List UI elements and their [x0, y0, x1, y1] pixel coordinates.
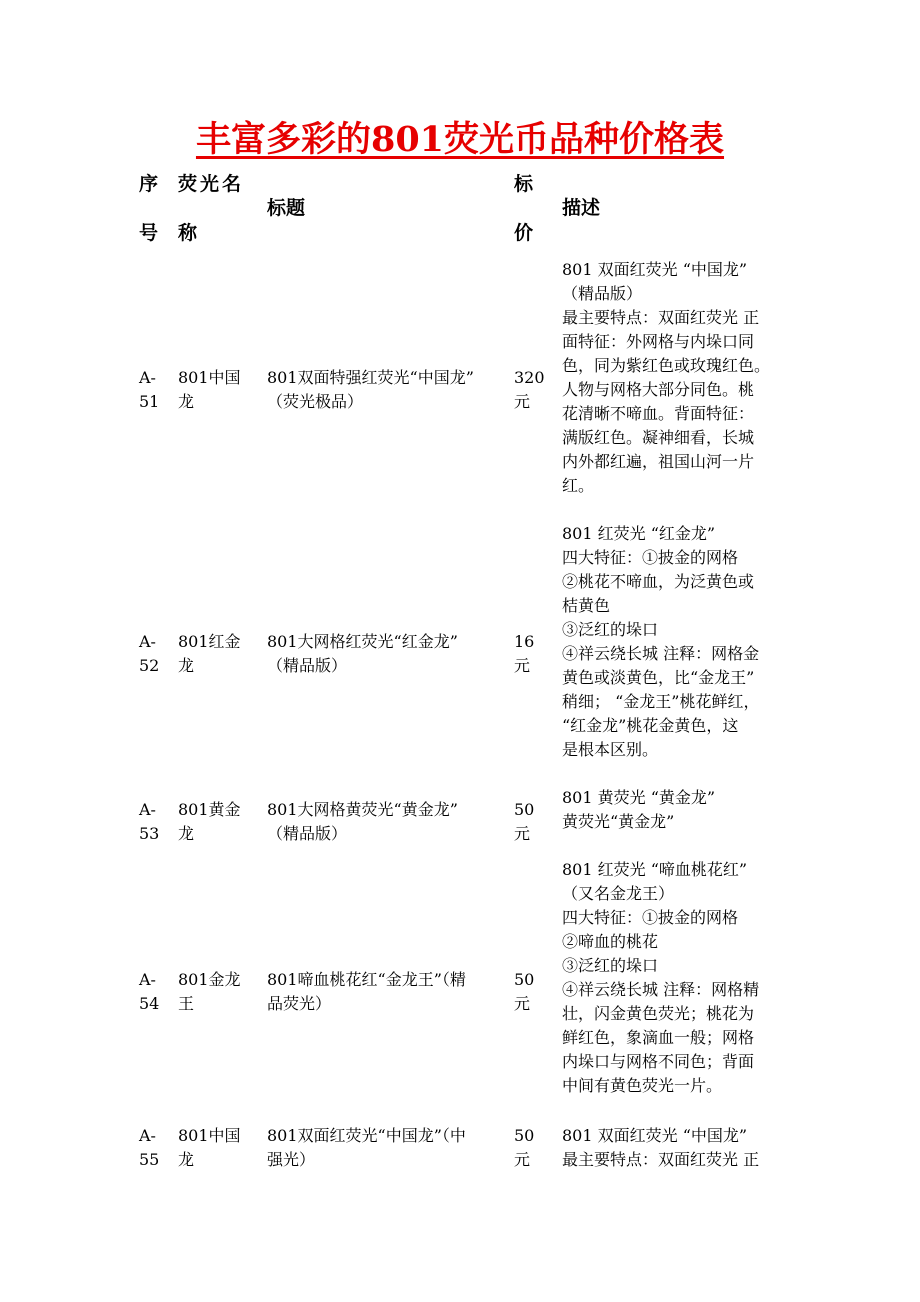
- row-title: 801双面红荧光“中国龙”（中 强光）: [267, 1126, 466, 1169]
- row-desc: 801 黄荧光 “黄金龙” 黄荧光“黄金龙”: [562, 788, 716, 831]
- row-name: 801中国 龙: [178, 368, 241, 411]
- row-desc: 801 双面红荧光 “中国龙” （精品版） 最主要特点：双面红荧光 正 面特征：外网格与内垛口同 色，同为紫红色或玫瑰红色。 人物与网格大部分同色。桃 花清晰不啼血。背面特征： 满版红色。凝神细看，长城 内外都红遍，祖国山河一片 红。: [562, 260, 771, 495]
- row-price: 16 元: [514, 632, 535, 675]
- row-seq: A- 55: [139, 1126, 160, 1169]
- row-name: 801红金 龙: [178, 632, 241, 675]
- row-name: 801中国 龙: [178, 1126, 241, 1169]
- row-desc: 801 红荧光 “啼血桃花红” （又名金龙王） 四大特征：①披金的网格 ②啼血的桃花 ③泛红的垛口 ④祥云绕长城 注释：网格精 壮，闪金黄色荧光；桃花为 鲜红色，象滴血一般；网格 内垛口与网格不同色；背面 中间有黄色荧光一片。: [562, 860, 760, 1095]
- row-seq: A- 52: [139, 632, 160, 675]
- header-seq-2: 号: [139, 222, 159, 244]
- row-price: 320 元: [514, 368, 545, 411]
- header-title: 标题: [267, 197, 306, 219]
- row-price: 50 元: [514, 1126, 535, 1169]
- row-seq: A- 51: [139, 368, 160, 411]
- row-title: 801啼血桃花红“金龙王”（精 品荧光）: [267, 970, 466, 1013]
- row-title: 801大网格红荧光“红金龙” （精品版）: [267, 632, 458, 675]
- row-seq: A- 53: [139, 800, 160, 843]
- row-desc: 801 双面红荧光 “中国龙” 最主要特点：双面红荧光 正: [562, 1126, 760, 1169]
- row-title: 801大网格黄荧光“黄金龙” （精品版）: [267, 800, 458, 843]
- row-price: 50 元: [514, 800, 535, 843]
- row-price: 50 元: [514, 970, 535, 1013]
- header-price-2: 价: [514, 222, 534, 244]
- header-desc: 描述: [562, 197, 601, 219]
- header-name-1: 荧光名: [178, 173, 245, 195]
- row-seq: A- 54: [139, 970, 160, 1013]
- row-title: 801双面特强红荧光“中国龙” （荧光极品）: [267, 368, 474, 411]
- page-title: 丰富多彩的801荧光币品种价格表: [195, 119, 725, 160]
- row-desc: 801 红荧光 “红金龙” 四大特征：①披金的网格 ②桃花不啼血，为泛黄色或 桔黄色 ③泛红的垛口 ④祥云绕长城 注释：网格金 黄色或淡黄色，比“金龙王” 稍细； “金龙王”桃花鲜红， “红金龙”桃花金黄色，这 是根本区别。: [562, 524, 760, 759]
- row-name: 801黄金 龙: [178, 800, 241, 843]
- row-name: 801金龙 王: [178, 970, 241, 1013]
- header-seq-1: 序: [139, 173, 159, 195]
- header-name-2: 称: [178, 222, 198, 244]
- header-price-1: 标: [514, 173, 534, 195]
